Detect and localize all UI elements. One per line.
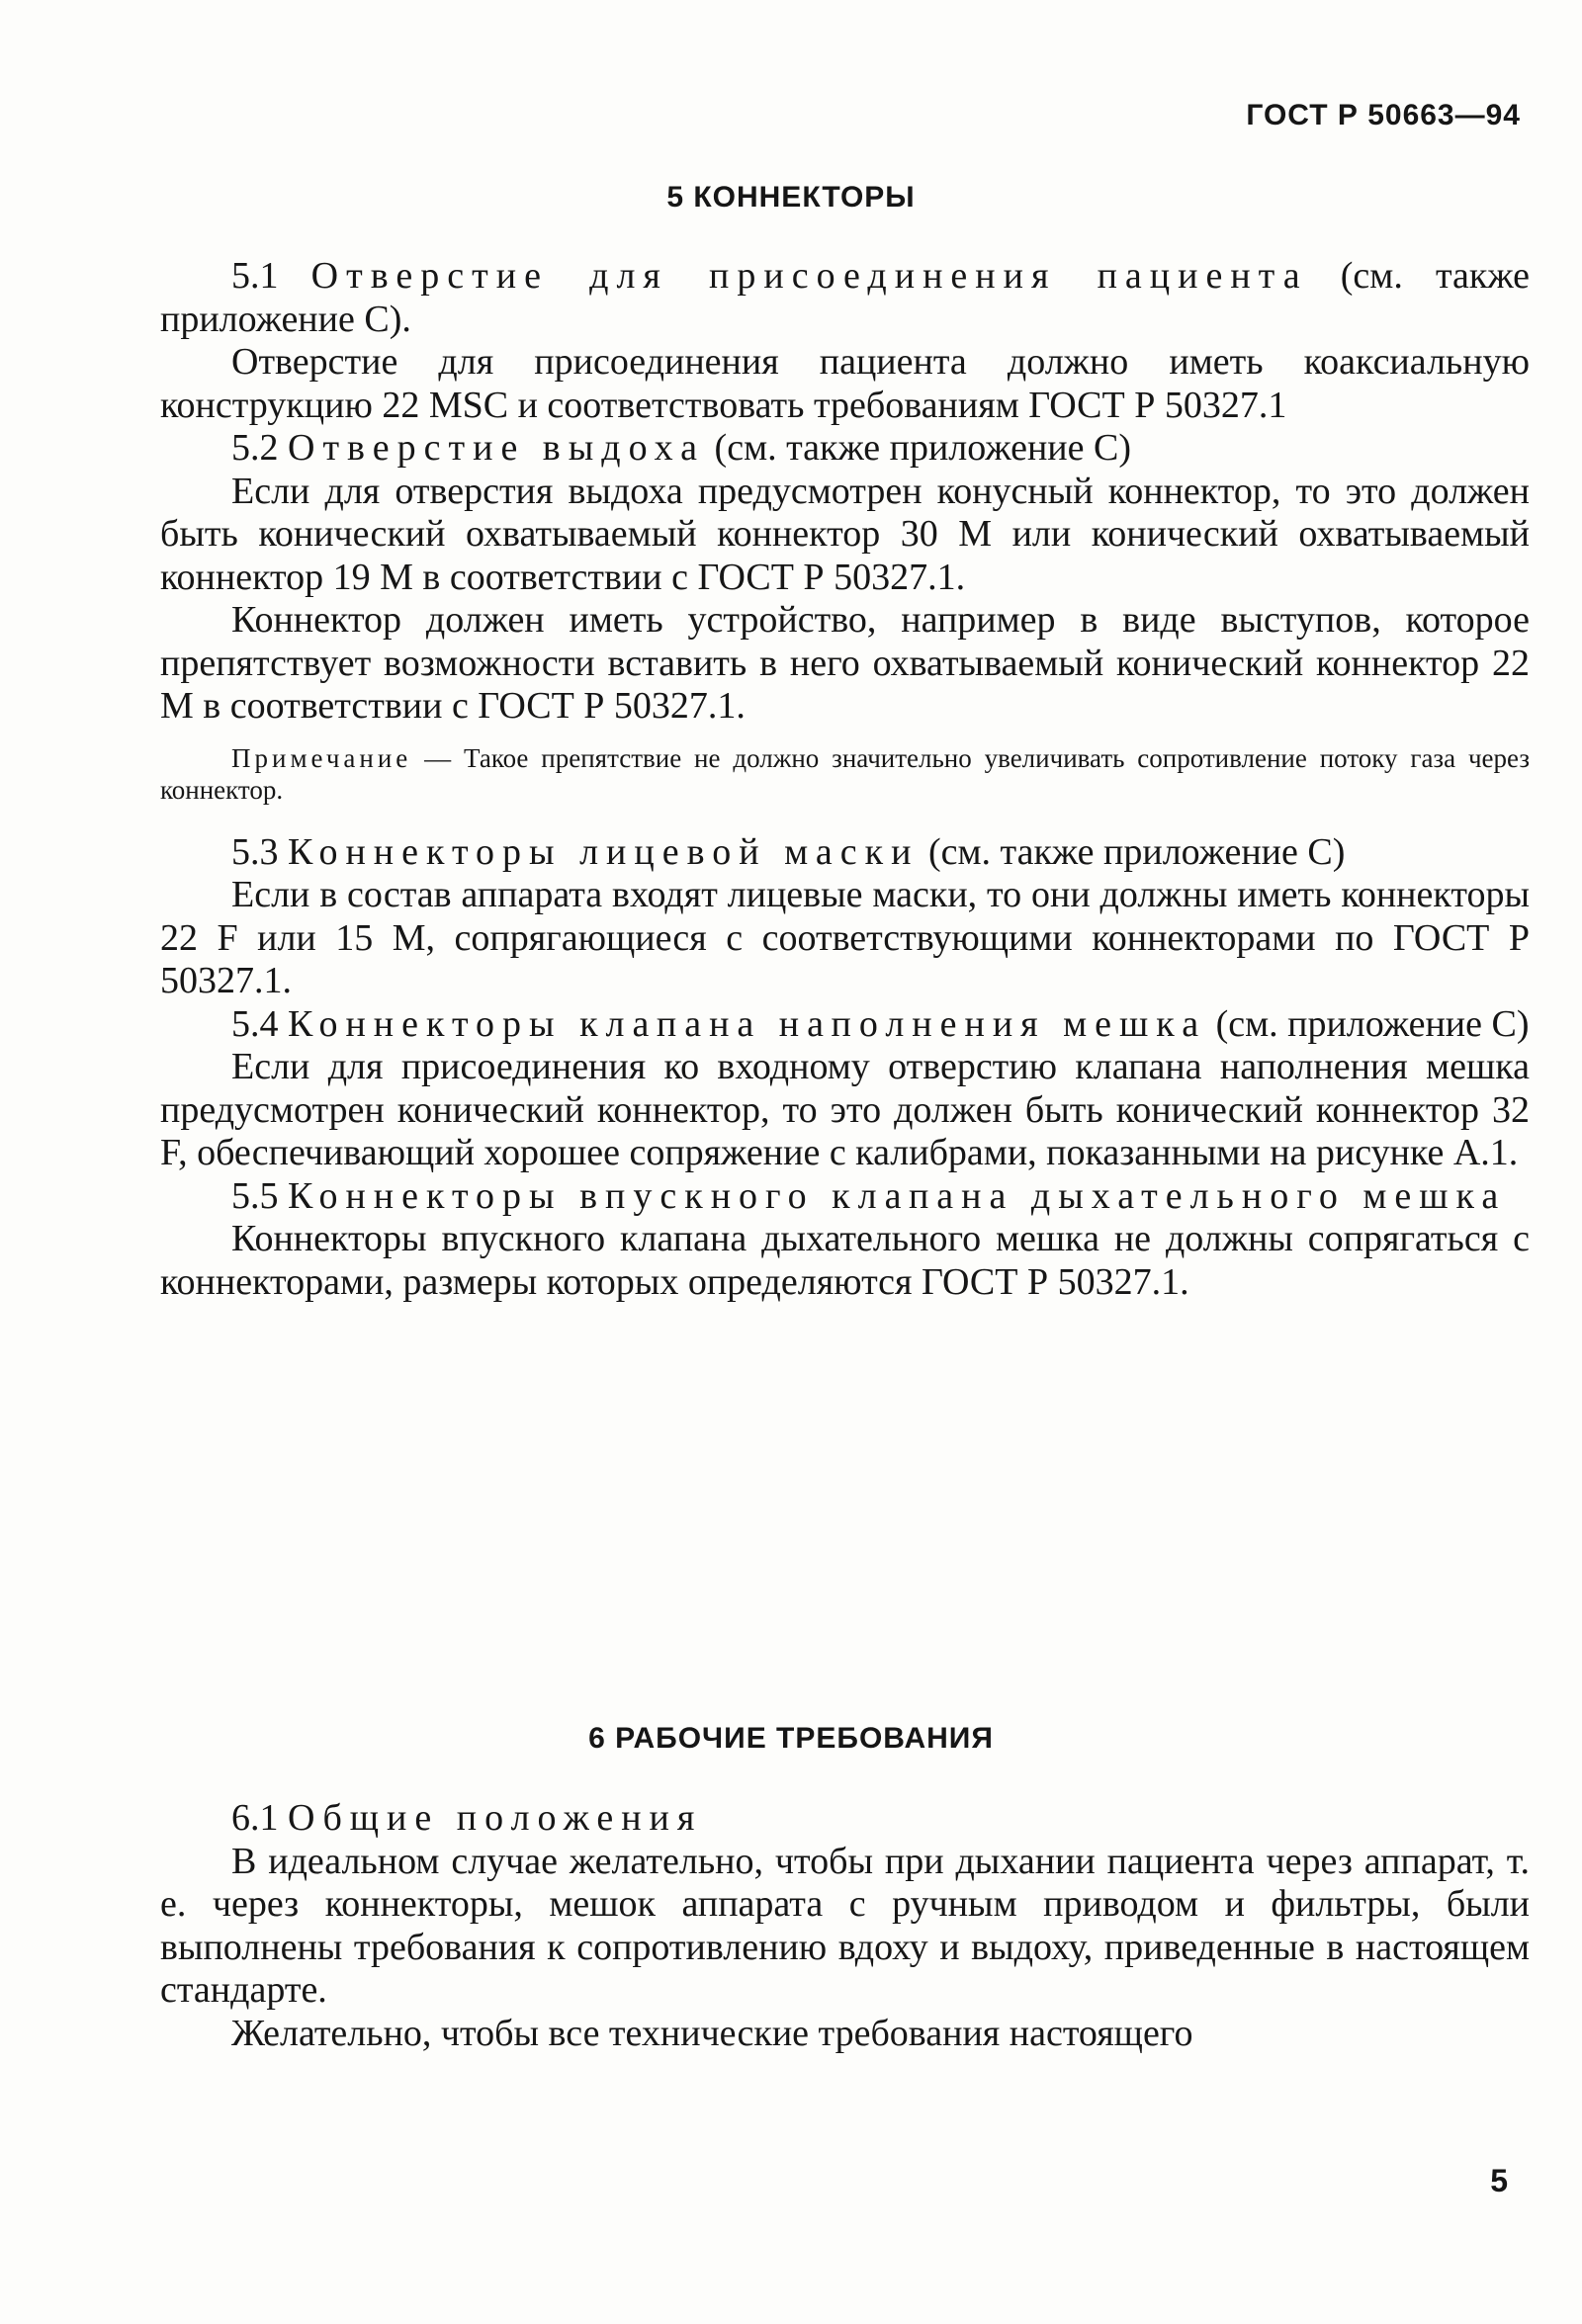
clause-heading-text: Общие положения <box>288 1797 703 1839</box>
note-text: — Такое препятствие не должно значительно увеличивать сопротивление потоку газа через коннектор. <box>160 742 1530 805</box>
clause-reference: (см. также приложение С) <box>927 830 1346 873</box>
clause-number: 5.5 <box>231 1174 279 1217</box>
clause-number: 5.4 <box>231 1002 279 1045</box>
clause-5-1-body: Отверстие для присоединения пациента должно иметь коаксиальную конструкцию 22 MSC и соответствовать требованиям ГОСТ Р 50327.1 <box>160 341 1530 426</box>
clause-5-3-body: Если в состав аппарата входят лицевые маски, то они должны иметь коннекторы 22 F или 15 М, сопрягающиеся с соответствующими коннекторами по ГОСТ Р 50327.1. <box>160 874 1530 1001</box>
clause-5-2-heading <box>160 427 1530 471</box>
clause-6-1-body-1: В идеальном случае желательно, чтобы при дыхании пациента через аппарат, т. е. через коннекторы, мешок аппарата с ручным приводом и фильтры, были выполнены требования к сопротивлению вдоху и выдоху, приведенные в настоящем стандарте. <box>160 1840 1530 2011</box>
clause-number: 5.1 <box>231 255 279 297</box>
clause-5-5-heading <box>160 1175 1530 1219</box>
section-6-body <box>160 1797 1530 2055</box>
page-number: 5 <box>1490 2163 1508 2198</box>
note <box>160 742 1530 806</box>
clause-reference: (см. также приложение С) <box>714 427 1131 469</box>
section-5-body <box>160 255 1530 1304</box>
clause-heading-text: Коннекторы лицевой маски <box>288 830 920 873</box>
clause-5-4-heading <box>160 1003 1530 1047</box>
clause-5-3-heading <box>160 831 1530 875</box>
clause-5-5-body: Коннекторы впускного клапана дыхательного мешка не должны сопрягаться с коннекторами, размеры которых определяются ГОСТ Р 50327.1. <box>160 1218 1530 1303</box>
clause-6-1-heading <box>160 1797 1530 1841</box>
clause-reference: (см. приложение С) <box>1215 1002 1530 1045</box>
clause-number: 6.1 <box>231 1797 279 1839</box>
clause-6-1-body-2: Желательно, чтобы все технические требования настоящего <box>231 2012 1193 2054</box>
section-6-title: 6 РАБОЧИЕ ТРЕБОВАНИЯ <box>588 1722 994 1755</box>
clause-number: 5.2 <box>231 427 279 469</box>
clause-5-2-body-1: Если для отверстия выдоха предусмотрен конусный коннектор, то это должен быть конический охватываемый коннектор 30 М или конический охватываемый коннектор 19 М в соответствии с ГОСТ Р 50327.1. <box>160 470 1530 598</box>
section-5-title: 5 КОННЕКТОРЫ <box>666 181 916 214</box>
clause-reference: (см. также приложение С). <box>160 255 1531 340</box>
standard-code: ГОСТ Р 50663—94 <box>1246 99 1521 131</box>
note-label: Примечание <box>231 742 412 773</box>
clause-number: 5.3 <box>231 830 279 873</box>
clause-heading-text: Отверстие для присоединения пациента <box>310 255 1308 297</box>
clause-5-4-body: Если для присоединения ко входному отверстию клапана наполнения мешка предусмотрен конический коннектор, то это должен быть конический коннектор 32 F, обеспечивающий хорошее сопряжение с калибрами, показанными на рисунке А.1. <box>160 1046 1530 1173</box>
clause-5-1-heading <box>160 255 1530 341</box>
clause-heading-text: Коннекторы клапана наполнения мешка <box>288 1002 1207 1045</box>
clause-heading-text: Отверстие выдоха <box>288 427 706 469</box>
clause-5-2-body-2: Коннектор должен иметь устройство, например в виде выступов, которое препятствует возможности вставить в него охватываемый конический коннектор 22 М в соответствии с ГОСТ Р 50327.1. <box>160 599 1530 727</box>
clause-heading-text: Коннекторы впускного клапана дыхательного мешка <box>288 1174 1507 1217</box>
